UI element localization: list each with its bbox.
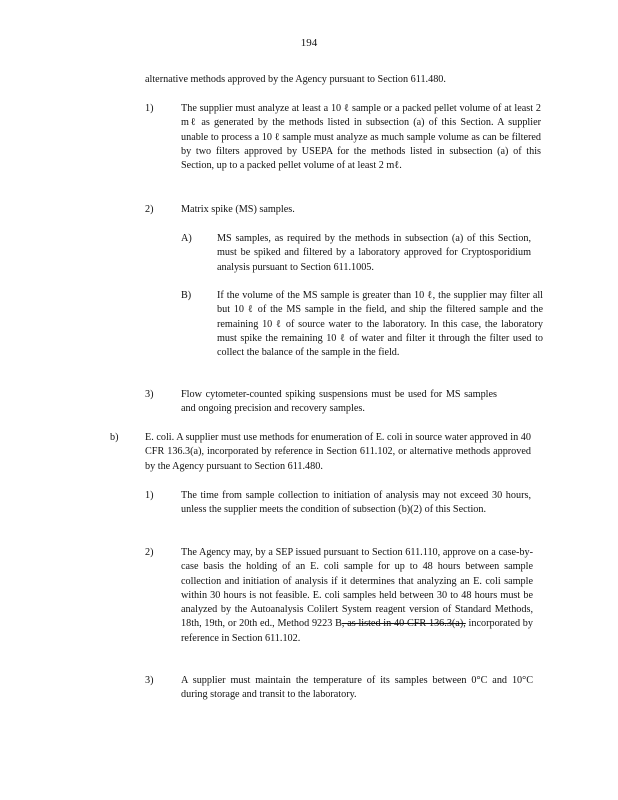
item-text: A supplier must maintain the temperature of its samples between 0°C and 10°C during storage and transit to the laboratory. — [181, 675, 533, 701]
item-text: The supplier must analyze at least a 10 ℓ sample or a packed pellet volume of at least 2 mℓ as generated by the methods listed in subsection (a) of this Section. A supplier unable to process a 10 ℓ sample must analyze as much sample volume as can be filtered by two filters approved by USEPA for the methods listed in subsection (a) of this Section, up to a packed pellet volume of at least 2 mℓ. — [181, 103, 541, 172]
item-text-before: The Agency may, by a SEP issued pursuant to Section 611.110, approve on a case-by-case basis the holding of an E. coli sample for up to 48 hours between sample collection and initiation of analysis if it determines that analyzing an E. coli sample within 30 hours is not feasible. E. coli samples held between 30 to 48 hours must be analyzed by the Autoanalysis Colilert System reagent version of Standard Methods, 18th, 19th, or 20th ed., Method 9223 B — [181, 547, 533, 630]
section-text: E. coli. A supplier must use methods for enumeration of E. coli in source water approved in 40 CFR 136.3(a), incorporated by reference in Section 611.102, or alternative methods approved by the Agency pursuant to Section 611.480. — [145, 432, 531, 472]
item-label: 2) — [145, 547, 154, 558]
item-label: A) — [181, 233, 192, 244]
item-paragraph — [181, 674, 533, 703]
section-label: b) — [110, 432, 119, 443]
struck-text: , as listed in 40 CFR 136.3(a), — [341, 618, 466, 630]
intro-paragraph — [145, 73, 545, 87]
item-label: 3) — [145, 675, 154, 686]
item-paragraph — [181, 203, 541, 217]
item-label: B) — [181, 290, 192, 301]
intro-text: alternative methods approved by the Agency pursuant to Section 611.480. — [145, 74, 446, 85]
item-paragraph — [181, 546, 533, 646]
item-label: 1) — [145, 490, 154, 501]
item-text: The time from sample collection to initiation of analysis may not exceed 30 hours, unless the supplier meets the condition of subsection (b)(2) of this Section. — [181, 490, 531, 516]
item-text — [181, 546, 533, 646]
item-text: Matrix spike (MS) samples. — [181, 204, 295, 215]
item-text: Flow cytometer-counted spiking suspensions must be used for MS samples and ongoing precision and recovery samples. — [181, 389, 497, 415]
item-paragraph — [217, 232, 531, 275]
item-label: 1) — [145, 103, 154, 114]
item-paragraph — [217, 289, 543, 360]
item-paragraph — [181, 388, 497, 417]
item-text: MS samples, as required by the methods in subsection (a) of this Section, must be spiked and filtered by a laboratory approved for Cryptosporidium analysis pursuant to Section 611.1005. — [217, 233, 531, 273]
item-text: If the volume of the MS sample is greater than 10 ℓ, the supplier may filter all but 10 ℓ of the MS sample in the field, and ship the filtered sample and the remaining 10 ℓ of source water to the laboratory. In this case, the laboratory must spike the remaining 10 ℓ of water and filter it through the filter used to collect the balance of the sample in the field. — [217, 290, 543, 359]
item-paragraph — [181, 489, 531, 518]
item-label: 3) — [145, 389, 154, 400]
item-label: 2) — [145, 204, 154, 215]
item-text-after: incorporated by reference in Section 611.102. — [181, 618, 533, 644]
section-paragraph — [145, 431, 531, 474]
page-number: 194 — [300, 37, 318, 49]
item-paragraph — [181, 102, 541, 173]
